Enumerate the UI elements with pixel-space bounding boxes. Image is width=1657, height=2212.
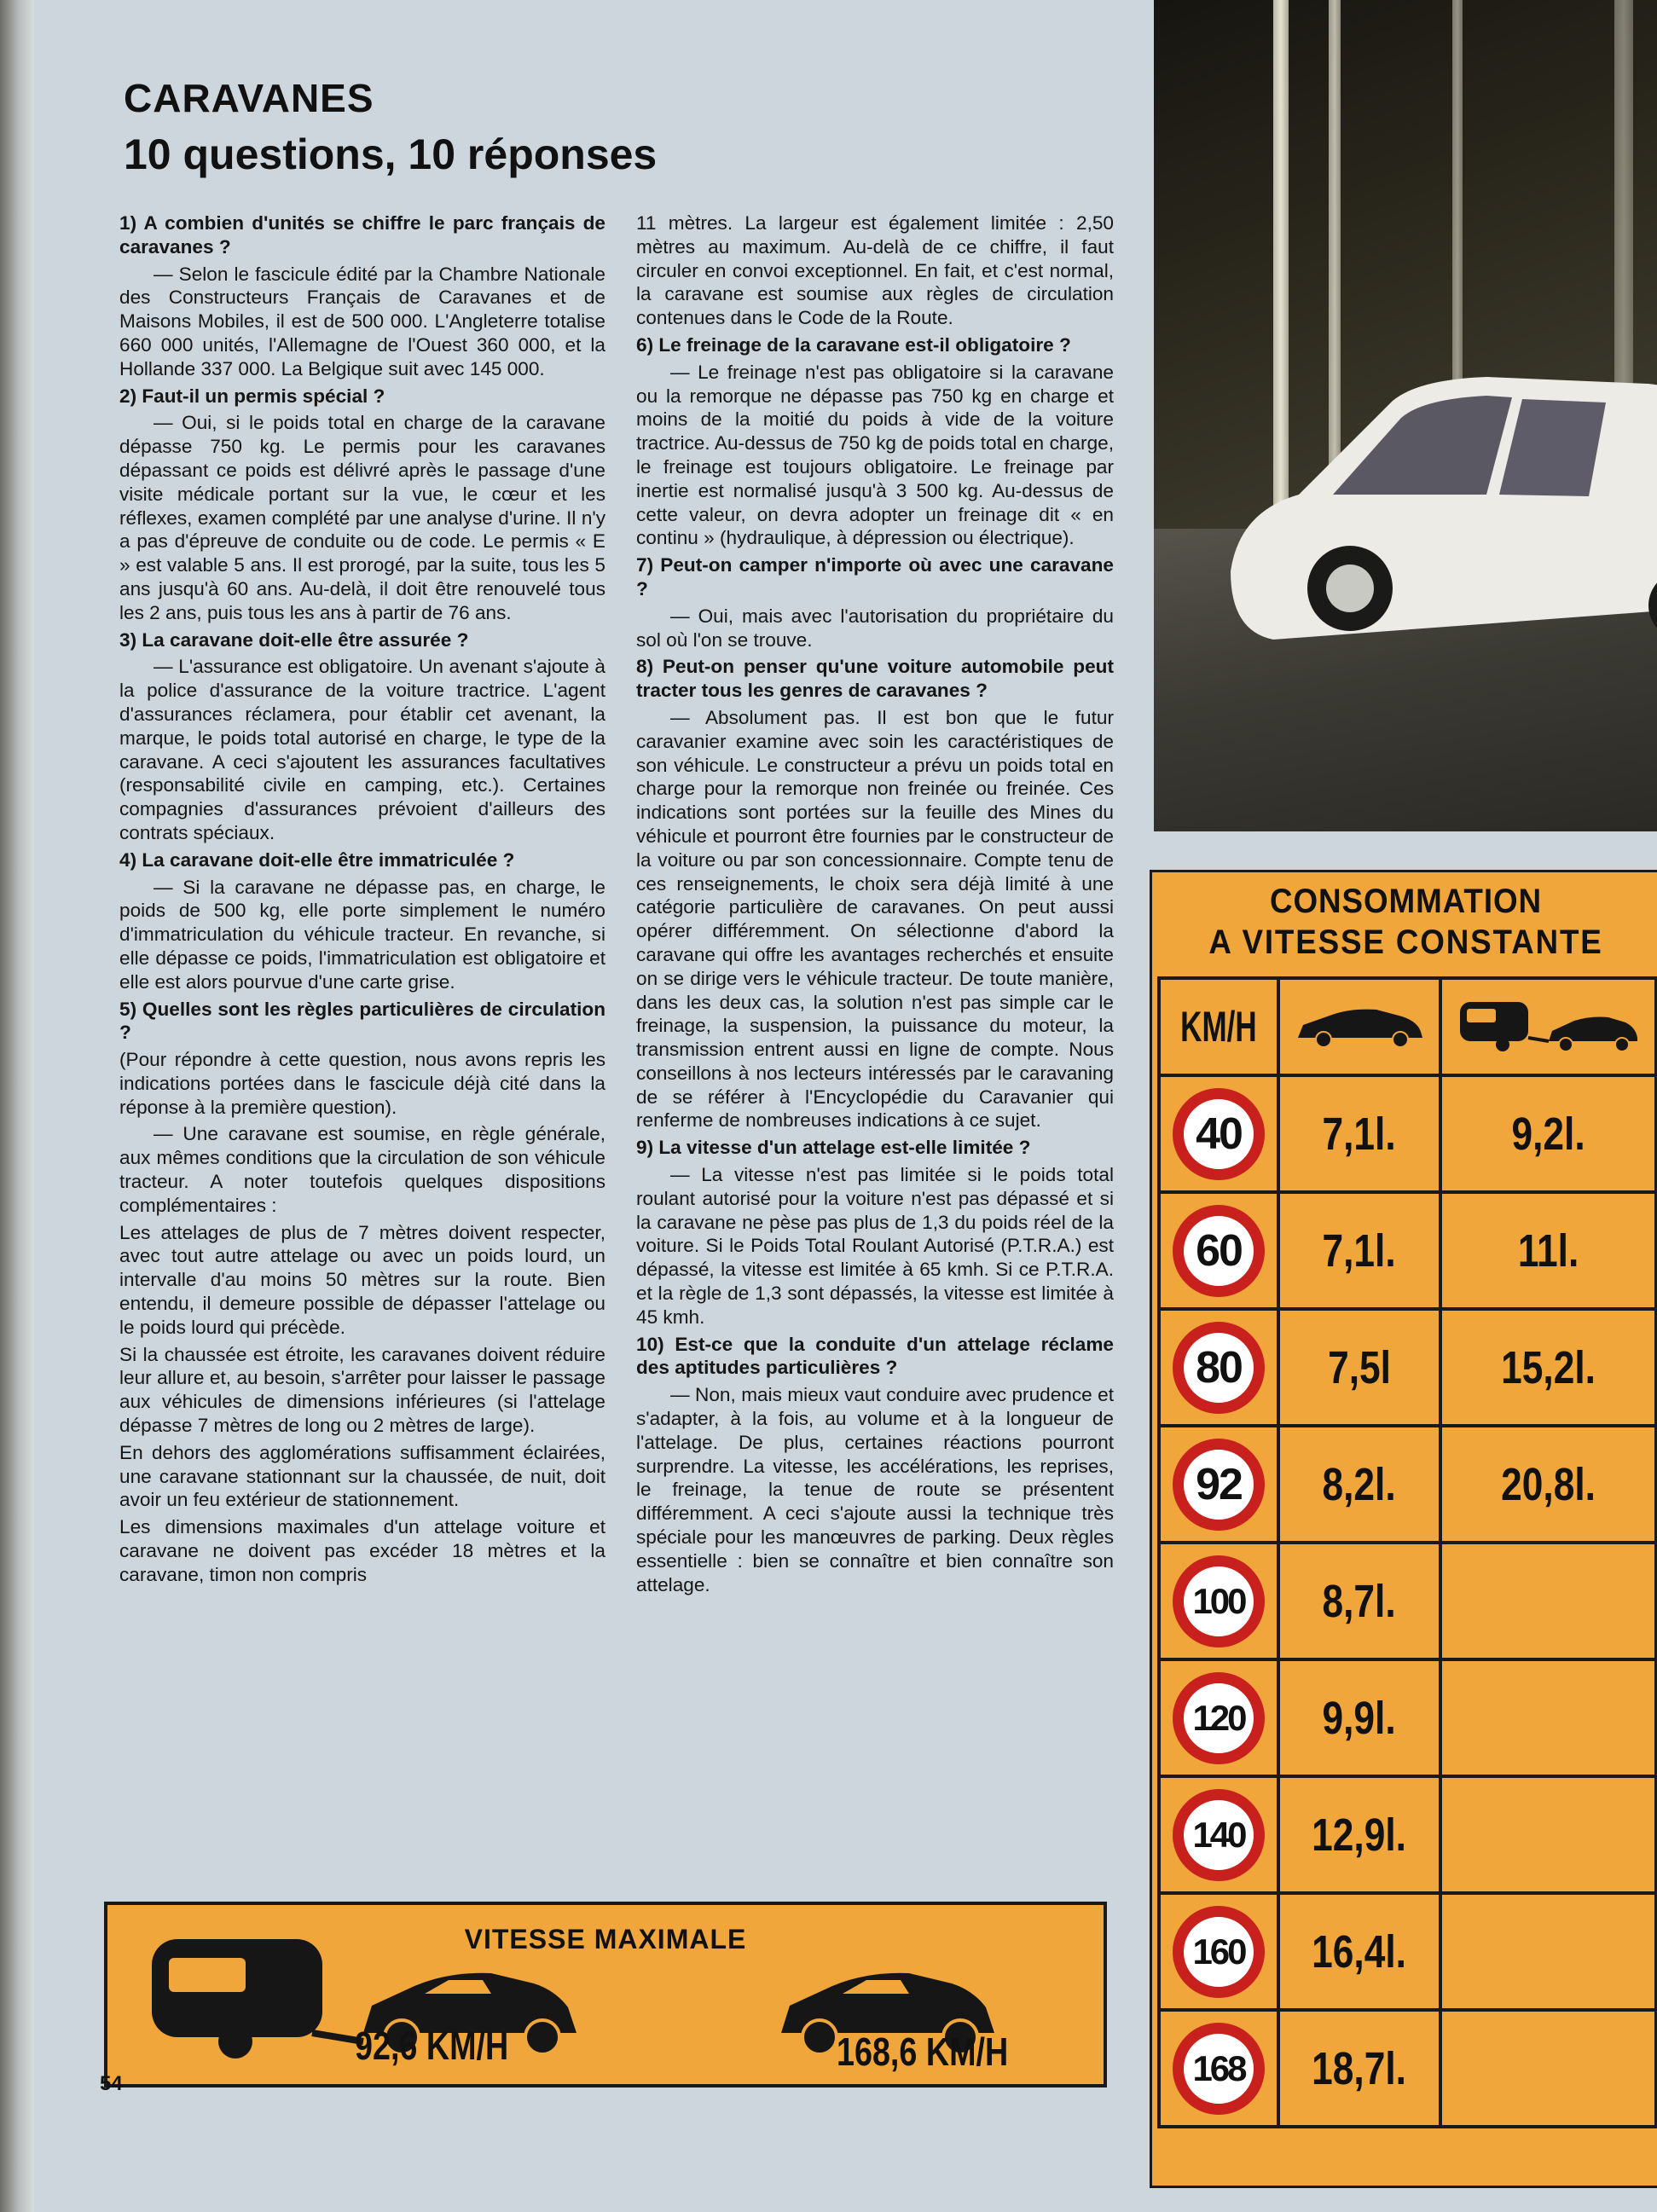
consumption-row [1159, 1426, 1656, 1543]
answer-paragraph: Les dimensions maximales d'un attelage voiture et caravane ne doivent pas excéder 18 mètres et la caravane, timon non compris [119, 1516, 605, 1585]
speed-car-only: 168,6 KM/H [837, 2030, 1009, 2074]
car-consumption-value: 7,1l. [1322, 1108, 1397, 1160]
question-heading: 5) Quelles sont les règles particulières de circulation ? [119, 998, 605, 1044]
question-heading: 2) Faut-il un permis spécial ? [119, 385, 385, 407]
caravan-consumption-cell [1440, 1659, 1656, 1776]
consumption-table [1150, 870, 1657, 2188]
car-consumption-value: 7,5l [1328, 1341, 1391, 1393]
consumption-grid [1157, 976, 1657, 2128]
car-consumption-cell [1278, 1659, 1440, 1776]
article-title: CARAVANES [124, 76, 374, 120]
text-column-2 [636, 211, 1114, 1600]
car-consumption-value: 8,2l. [1322, 1458, 1397, 1510]
speed-limit-sign-icon: 140 [1173, 1789, 1265, 1881]
caravan-consumption-value: 20,8l. [1501, 1458, 1596, 1510]
car-consumption-value: 18,7l. [1312, 2042, 1407, 2094]
caravan-consumption-value: 11l. [1517, 1225, 1579, 1277]
consumption-row [1159, 1075, 1656, 1192]
speed-cell [1159, 1075, 1278, 1192]
consumption-heading-1: CONSOMMATION [1269, 883, 1543, 920]
caravan-consumption-value: 9,2l. [1511, 1108, 1585, 1160]
car-photo [1154, 0, 1657, 831]
speed-limit-sign-icon: 40 [1173, 1088, 1265, 1180]
answer-paragraph: 11 mètres. La largeur est également limitée : 2,50 mètres au maximum. Au-delà de ce chiffre, il faut circuler en convoi exceptionnel. En fait, et c'est normal, la caravane est soumise aux règles de circulation contenues dans le Code de la Route. [636, 212, 1114, 329]
speed-limit-sign-icon: 100 [1173, 1555, 1265, 1647]
answer-paragraph: (Pour répondre à cette question, nous avons repris les indications portées dans le fascicule déjà cité dans la réponse à la première question). [119, 1049, 605, 1118]
text-column-1 [119, 211, 605, 1590]
speed-limit-sign-icon: 80 [1173, 1322, 1265, 1414]
white-car-image [1205, 298, 1657, 674]
car-consumption-cell [1278, 1776, 1440, 1893]
consumption-row [1159, 1543, 1656, 1659]
caravan-consumption-cell [1440, 1893, 1656, 2010]
answer-paragraph: — Le freinage n'est pas obligatoire si la caravane ou la remorque ne dépasse pas 750 kg en charge et moins de la moitié du poids à vide de la voiture tractrice. Au-dessus de 750 kg de poids total en charge, le freinage est toujours obligatoire. Le freinage par inertie est normalisé jusqu'à 3 500 kg. Au-dessus de cette valeur, on devra adopter un freinage dit « en continu » (hydraulique, à dépression ou électrique). [636, 361, 1114, 549]
binding-edge [0, 0, 34, 2212]
header-speed: KM/H [1159, 978, 1278, 1075]
question-heading: 7) Peut-on camper n'importe où avec une caravane ? [636, 554, 1114, 599]
car-consumption-cell [1278, 1075, 1440, 1192]
header-car [1278, 978, 1440, 1075]
page-number: 54 [100, 2072, 123, 2095]
question-heading: 6) Le freinage de la caravane est-il obligatoire ? [636, 333, 1071, 356]
speed-cell [1159, 1192, 1278, 1309]
max-speed-heading: VITESSE MAXIMALE [464, 1924, 747, 1954]
caravan-consumption-cell [1440, 1309, 1656, 1426]
speed-cell [1159, 2010, 1278, 2127]
speed-cell [1159, 1893, 1278, 2010]
answer-paragraph: — Oui, si le poids total en charge de la caravane dépasse 750 kg. Le permis pour les caravanes dépassant ce poids est délivré après le passage d'une visite médicale portant sur la vue, le cœur et les réflexes, examen complété par une analyse d'urine. Il n'y a pas d'épreuve de conduite ou de code. Le permis « E » est valable 5 ans. Il est prorogé, par la suite, tous les 5 ans jusqu'à 60 ans. Au-delà, il doit être renouvelé tous les 2 ans, puis tous les ans à partir de 76 ans. [119, 412, 605, 623]
consumption-row [1159, 2010, 1656, 2127]
answer-paragraph: — Non, mais mieux vaut conduire avec prudence et s'adapter, à la fois, au volume et à la longueur de l'attelage. De plus, certaines réactions pourront surprendre. La vitesse, les accélérations, les reprises, le freinage, la tenue de route se présentent différemment. A ceci s'ajoute aussi la technique très spéciale pour les manœuvres de parking. Deux règles essentielle : bien se connaître et bien connaître son attelage. [636, 1384, 1114, 1595]
caravan-consumption-cell [1440, 2010, 1656, 2127]
speed-limit-sign-icon: 92 [1173, 1439, 1265, 1531]
question-heading: 9) La vitesse d'un attelage est-elle limitée ? [636, 1137, 1031, 1159]
speed-limit-sign-icon: 168 [1173, 2023, 1265, 2115]
answer-paragraph: — L'assurance est obligatoire. Un avenant s'ajoute à la police d'assurance de la voiture tractrice. L'agent d'assurances réclamera, pour établir cet avenant, la marque, le poids total autorisé en charge, le type de la caravane. A ceci s'ajoutent les assurances facultatives (responsabilité civile en camping, etc.). Certaines compagnies d'assurances prévoient d'ailleurs des contrats spéciaux. [119, 656, 605, 843]
caravan-consumption-cell [1440, 1075, 1656, 1192]
answer-paragraph: — Absolument pas. Il est bon que le futur caravanier examine avec soin les caractéristiques de son véhicule. Le constructeur a prévu un poids total en charge pour la remorque non freinée ou freinée. Ces indications sont portées sur la feuille des Mines du véhicule et pourront être fournies par le constructeur de la voiture ou par son concessionnaire. Compte tenu de ces renseignements, le choix sera déjà limité à une catégorie particulière de caravanes. On peut aussi opérer différemment. On sélectionne d'abord la caravane qui offre les avantages recherchés et ensuite on se dirige vers le véhicule tracteur. De toute manière, dans les deux cas, la solution n'est pas simple car le freinage, la suspension, la puissance du moteur, la transmission entrent aussi en ligne de compte. Nous conseillons à nos lecteurs intéressés par le caravaning de se référer à l'Encyclopédie du Caravanier qui renferme de nombreuses indications à ce sujet. [636, 706, 1114, 1132]
speed-limit-sign-icon: 60 [1173, 1205, 1265, 1297]
car-caravan-icon [1455, 995, 1643, 1055]
answer-paragraph: En dehors des agglomérations suffisamment éclairées, une caravane stationnant sur la chaussée, de nuit, doit avoir un feu extérieur de stationnement. [119, 1441, 605, 1511]
answer-paragraph: — La vitesse n'est pas limitée si le poids total roulant autorisé pour la voiture n'est pas dépassé et si la caravane ne pèse pas plus de 1,3 du poids réel de la voiture. Si le Poids Total Roulant Autorisé (P.T.R.A.) est dépassé, la vitesse est limitée à 65 kmh. Si ce P.T.R.A. et la règle de 1,3 sont dépassés, la vitesse est limitée à 45 kmh. [636, 1164, 1114, 1328]
answer-paragraph: — Si la caravane ne dépasse pas, en charge, le poids de 500 kg, elle porte simplement le numéro d'immatriculation du véhicule tracteur. En revanche, si elle dépasse ce poids, l'immatriculation est obligatoire et elle est alors pourvue d'une carte grise. [119, 876, 605, 993]
car-consumption-value: 8,7l. [1322, 1575, 1397, 1627]
consumption-row [1159, 1776, 1656, 1893]
car-consumption-value: 12,9l. [1312, 1809, 1407, 1861]
caravan-consumption-value: 15,2l. [1501, 1341, 1596, 1393]
car-consumption-cell [1278, 1192, 1440, 1309]
question-heading: 4) La caravane doit-elle être immatriculée ? [119, 848, 515, 871]
max-speed-box [104, 1902, 1107, 2088]
car-consumption-cell [1278, 1543, 1440, 1659]
consumption-row [1159, 1893, 1656, 2010]
speed-limit-sign-icon: 160 [1173, 1906, 1265, 1998]
article-subtitle: 10 questions, 10 réponses [124, 130, 658, 178]
speed-cell [1159, 1309, 1278, 1426]
consumption-row [1159, 1192, 1656, 1309]
question-heading: 1) A combien d'unités se chiffre le parc français de caravanes ? [119, 212, 605, 258]
car-consumption-cell [1278, 1893, 1440, 2010]
speed-cell [1159, 1776, 1278, 1893]
caravan-consumption-cell [1440, 1776, 1656, 1893]
question-heading: 10) Est-ce que la conduite d'un attelage réclame des aptitudes particulières ? [636, 1333, 1114, 1379]
answer-paragraph: — Une caravane est soumise, en règle générale, aux mêmes conditions que la circulation de son véhicule tracteur. A noter toutefois quelques dispositions complémentaires : [119, 1123, 605, 1216]
caravan-consumption-cell [1440, 1543, 1656, 1659]
car-consumption-cell [1278, 2010, 1440, 2127]
speed-cell [1159, 1659, 1278, 1776]
magazine-page [34, 0, 1657, 2212]
caravan-consumption-cell [1440, 1426, 1656, 1543]
consumption-heading-2: A VITESSE CONSTANTE [1208, 924, 1603, 961]
caravan-icon [152, 1939, 363, 2059]
answer-paragraph: Si la chaussée est étroite, les caravanes doivent réduire leur allure et, au besoin, s'arrêter pour laisser le passage aux véhicules de dimensions inférieures (si l'attelage dépasse 7 mètres de long ou 2 mètres de large). [119, 1343, 605, 1437]
answer-paragraph: Les attelages de plus de 7 mètres doivent respecter, avec tout autre attelage ou avec un poids lourd, un intervalle d'au moins 50 mètres sur la route. Bien entendu, il demeure possible de dépasser l'attelage ou le poids lourd qui précède. [119, 1221, 605, 1338]
car-consumption-value: 16,4l. [1312, 1925, 1407, 1977]
car-consumption-value: 7,1l. [1322, 1225, 1397, 1277]
consumption-row [1159, 1659, 1656, 1776]
speed-cell [1159, 1426, 1278, 1543]
car-consumption-cell [1278, 1426, 1440, 1543]
speed-cell [1159, 1543, 1278, 1659]
car-icon [1291, 999, 1428, 1051]
header-car-caravan [1440, 978, 1656, 1075]
answer-paragraph: — Selon le fascicule édité par la Chambre Nationale des Constructeurs Français de Caravanes et de Maisons Mobiles, il est de 500 000. L'Angleterre totalise 660 000 unités, l'Allemagne de l'Ouest 360 000, et la Hollande 337 000. La Belgique suit avec 145 000. [119, 263, 605, 379]
consumption-row [1159, 1309, 1656, 1426]
caravan-consumption-cell [1440, 1192, 1656, 1309]
question-heading: 3) La caravane doit-elle être assurée ? [119, 628, 469, 651]
question-heading: 8) Peut-on penser qu'une voiture automobile peut tracter tous les genres de caravanes ? [636, 656, 1114, 702]
car-consumption-cell [1278, 1309, 1440, 1426]
speed-with-caravan: 92,6 KM/H [355, 2024, 509, 2068]
car-consumption-value: 9,9l. [1322, 1692, 1397, 1744]
speed-limit-sign-icon: 120 [1173, 1672, 1265, 1764]
answer-paragraph: — Oui, mais avec l'autorisation du propriétaire du sol où l'on se trouve. [636, 605, 1114, 651]
